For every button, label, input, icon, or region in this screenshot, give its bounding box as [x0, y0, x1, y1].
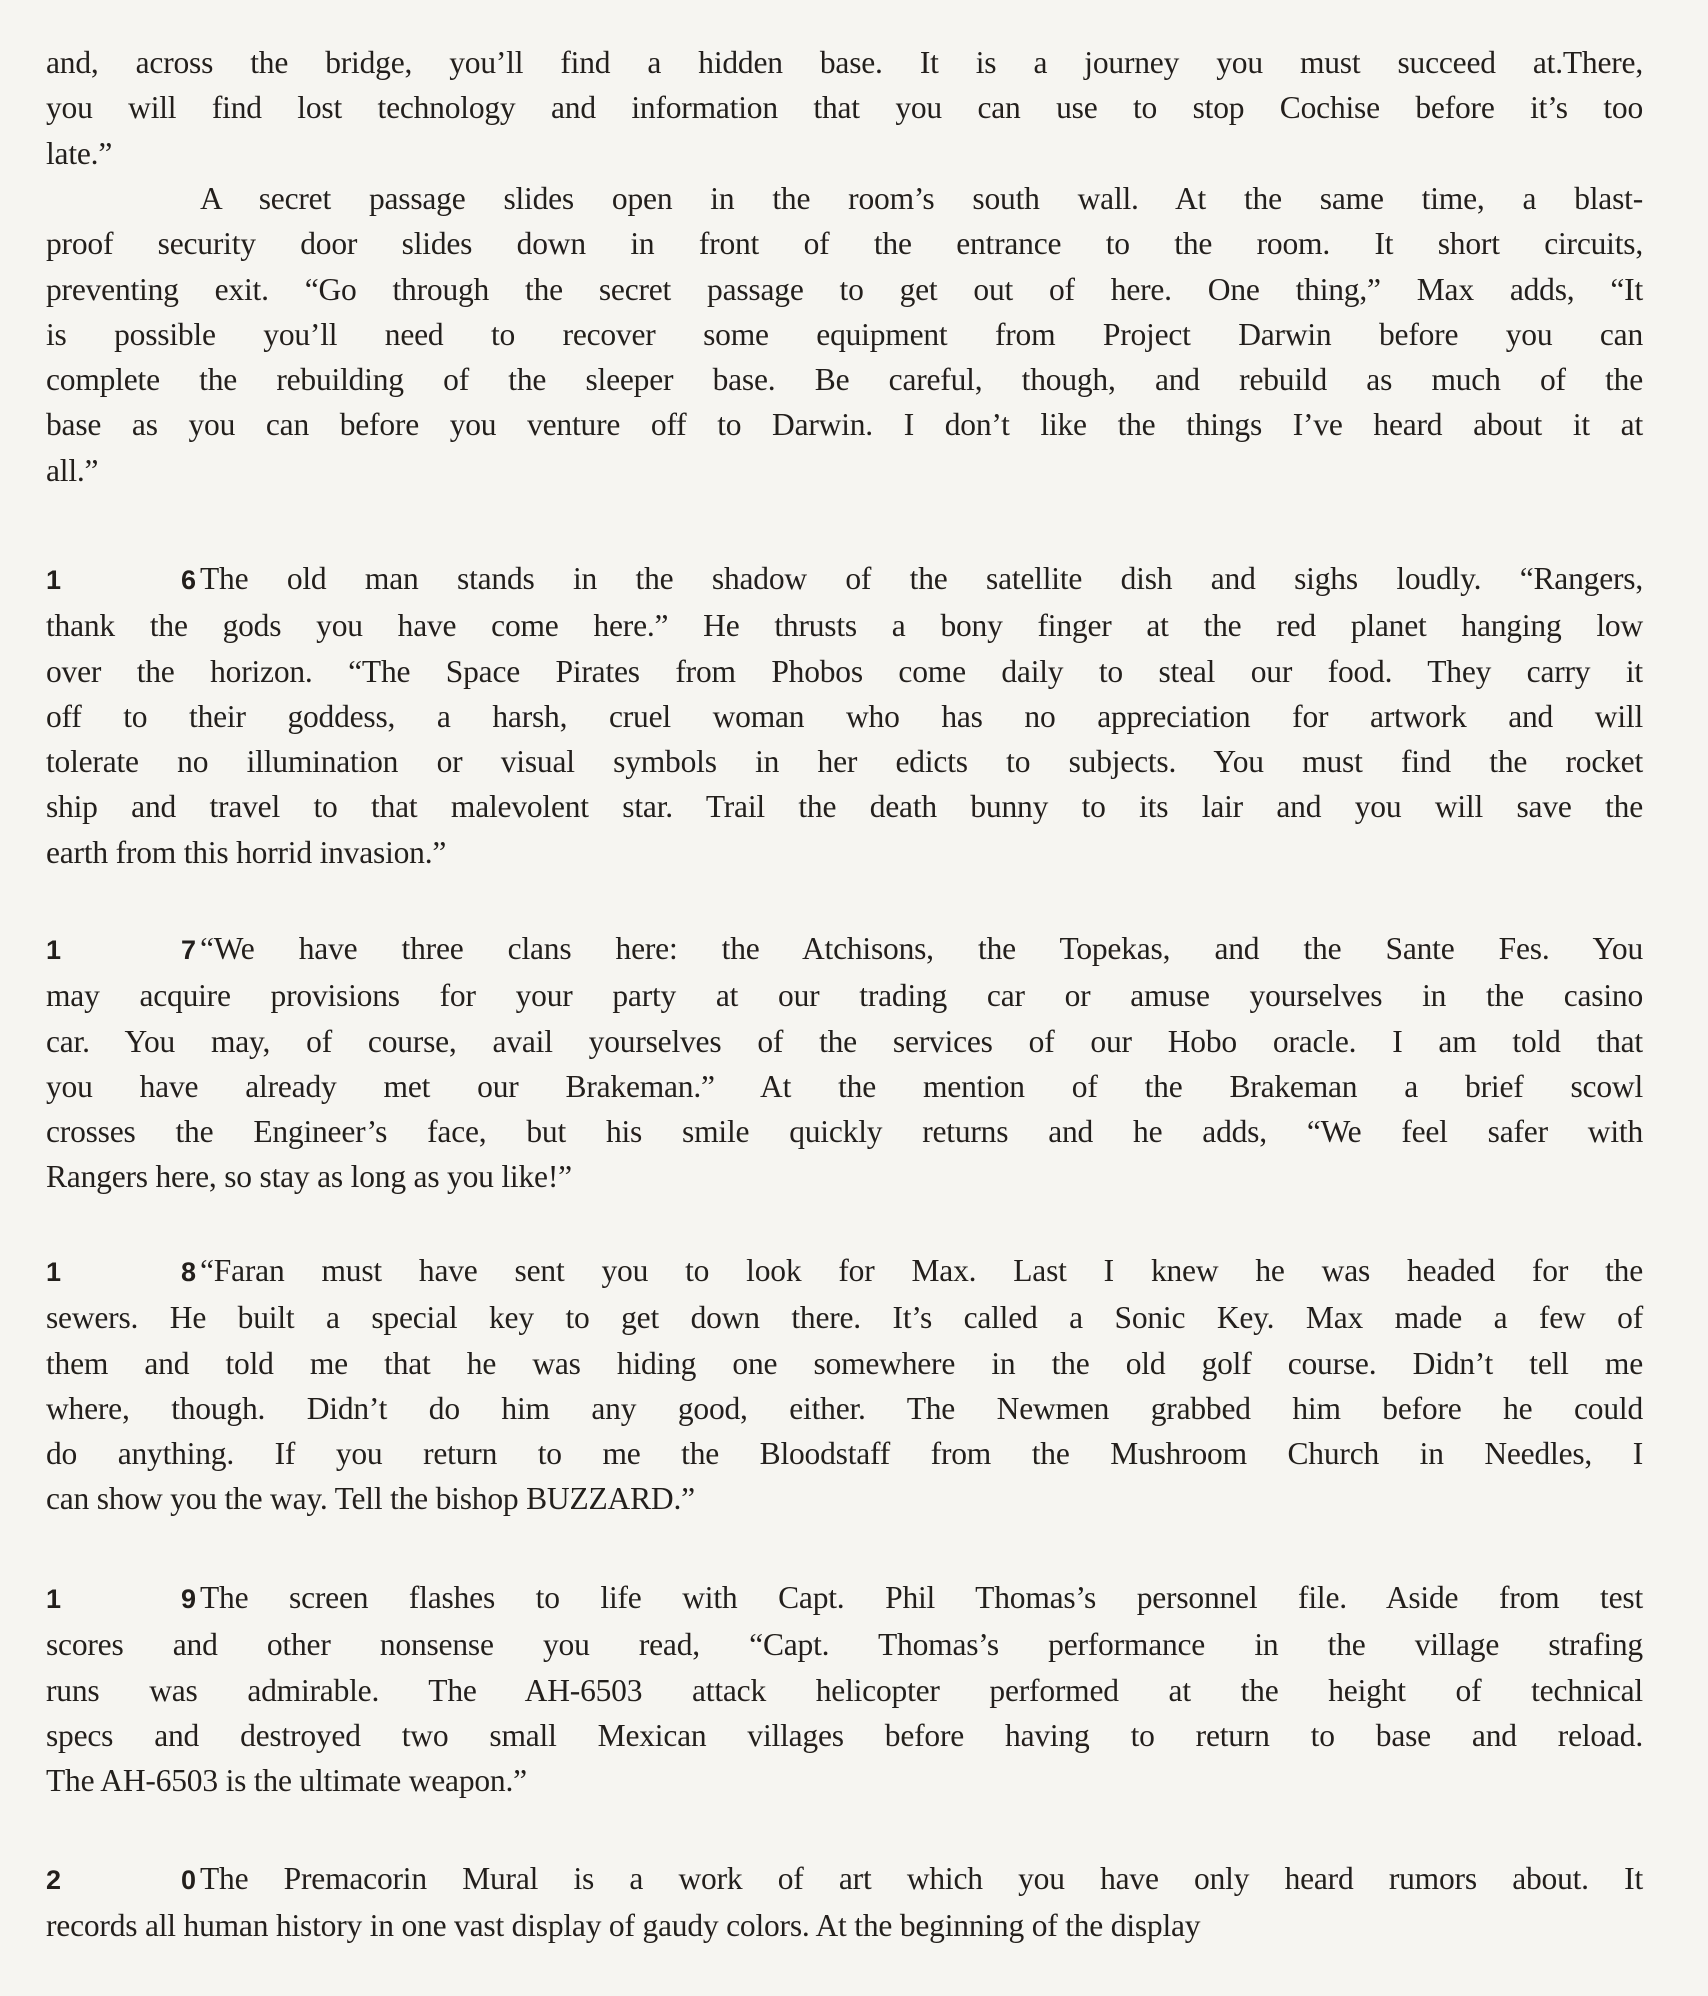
text-line	[46, 1154, 1643, 1199]
paragraph-number: 1 9	[46, 1584, 200, 1614]
line-text: proof security door slides down in front of the entrance to the room. It short circuits,	[46, 226, 1643, 262]
paragraph-17	[46, 926, 1643, 1200]
text-line	[46, 312, 1643, 357]
text-line	[46, 1341, 1643, 1386]
paragraph-number: 1 6	[46, 565, 200, 595]
text-line	[46, 221, 1643, 266]
line-text: “We have three clans here: the Atchisons, the Topekas, and the Sante Fes. You	[200, 931, 1643, 966]
line-text: A secret passage slides open in the room’s south wall. At the same time, a blast-	[200, 181, 1643, 216]
paragraph-number: 2 0	[46, 1865, 200, 1895]
line-text: you will find lost technology and information that you can use to stop Cochise before it’s too	[46, 90, 1643, 126]
paragraph-number: 1 7	[46, 935, 200, 965]
paragraph-19	[46, 1575, 1643, 1803]
paragraph-number: 1 8	[46, 1257, 200, 1287]
text-line	[46, 694, 1643, 739]
text-line	[46, 176, 1643, 221]
text-line	[46, 1386, 1643, 1431]
line-text: The Premacorin Mural is a work of art which you have only heard rumors about. It	[200, 1861, 1643, 1896]
line-text: ship and travel to that malevolent star. Trail the death bunny to its lair and you will save the	[46, 789, 1643, 825]
line-text: specs and destroyed two small Mexican villages before having to return to base and reload.	[46, 1717, 1643, 1753]
line-text: complete the rebuilding of the sleeper base. Be careful, though, and rebuild as much of the	[46, 362, 1643, 398]
line-text: may acquire provisions for your party at our trading car or amuse yourselves in the casino	[46, 978, 1643, 1014]
line-text: The screen flashes to life with Capt. Phil Thomas’s personnel file. Aside from test	[200, 1580, 1643, 1615]
text-line	[46, 448, 1643, 493]
text-line	[46, 649, 1643, 694]
line-text: The old man stands in the shadow of the satellite dish and sighs loudly. “Rangers,	[200, 561, 1643, 596]
text-line	[46, 357, 1643, 402]
line-text: over the horizon. “The Space Pirates from Phobos come daily to steal our food. They carry it	[46, 653, 1643, 689]
line-text: all.”	[46, 452, 99, 488]
text-line	[46, 1019, 1643, 1064]
line-text: runs was admirable. The AH-6503 attack helicopter performed at the height of technical	[46, 1672, 1643, 1708]
line-text: The AH-6503 is the ultimate weapon.”	[46, 1763, 527, 1799]
paragraph-continuation	[46, 40, 1643, 176]
text-line	[46, 1622, 1643, 1667]
text-line	[46, 1575, 1643, 1622]
line-text: Rangers here, so stay as long as you like!”	[46, 1159, 572, 1195]
text-line	[46, 402, 1643, 447]
text-line	[46, 267, 1643, 312]
line-text: you have already met our Brakeman.” At the mention of the Brakeman a brief scowl	[46, 1068, 1643, 1104]
line-text: scores and other nonsense you read, “Capt. Thomas’s performance in the village strafing	[46, 1627, 1643, 1663]
text-line	[46, 85, 1643, 130]
text-line	[46, 603, 1643, 648]
line-text: car. You may, of course, avail yourselves of the services of our Hobo oracle. I am told that	[46, 1023, 1643, 1059]
text-line	[46, 556, 1643, 603]
line-text: thank the gods you have come here.” He thrusts a bony finger at the red planet hanging low	[46, 608, 1643, 644]
line-text: them and told me that he was hiding one somewhere in the old golf course. Didn’t tell me	[46, 1345, 1643, 1381]
line-text: where, though. Didn’t do him any good, either. The Newmen grabbed him before he could	[46, 1390, 1643, 1426]
paragraph-secret-passage	[46, 176, 1643, 493]
line-text: is possible you’ll need to recover some equipment from Project Darwin before you can	[46, 316, 1643, 352]
text-line	[46, 1295, 1643, 1340]
text-line	[46, 926, 1643, 973]
line-text: off to their goddess, a harsh, cruel woman who has no appreciation for artwork and will	[46, 698, 1643, 734]
text-line	[46, 1109, 1643, 1154]
line-text: records all human history in one vast display of gaudy colors. At the beginning of the display	[46, 1908, 1201, 1944]
text-line	[46, 1248, 1643, 1295]
line-text: “Faran must have sent you to look for Max. Last I knew he was headed for the	[200, 1253, 1643, 1288]
text-line	[46, 1758, 1643, 1803]
paragraph-18	[46, 1248, 1643, 1522]
line-text: sewers. He built a special key to get down there. It’s called a Sonic Key. Max made a few of	[46, 1300, 1643, 1336]
text-line	[46, 1856, 1643, 1903]
line-text: crosses the Engineer’s face, but his smile quickly returns and he adds, “We feel safer with	[46, 1114, 1643, 1150]
line-text: preventing exit. “Go through the secret passage to get out of here. One thing,” Max adds, “It	[46, 271, 1643, 307]
text-line	[46, 973, 1643, 1018]
line-text: base as you can before you venture off to Darwin. I don’t like the things I’ve heard about it at	[46, 407, 1643, 443]
line-text: do anything. If you return to me the Bloodstaff from the Mushroom Church in Needles, I	[46, 1436, 1643, 1472]
line-text: can show you the way. Tell the bishop BUZZARD.”	[46, 1481, 695, 1517]
text-line	[46, 1903, 1643, 1948]
text-line	[46, 830, 1643, 875]
line-text: earth from this horrid invasion.”	[46, 834, 447, 870]
paragraph-20	[46, 1856, 1643, 1949]
line-text: late.”	[46, 135, 113, 171]
line-text: and, across the bridge, you’ll find a hidden base. It is a journey you must succeed at.There,	[46, 45, 1643, 80]
text-line	[46, 1064, 1643, 1109]
text-line	[46, 1713, 1643, 1758]
text-line	[46, 739, 1643, 784]
text-line	[46, 131, 1643, 176]
text-line	[46, 1431, 1643, 1476]
text-line	[46, 40, 1643, 85]
paragraph-16	[46, 556, 1643, 875]
text-line	[46, 784, 1643, 829]
text-line	[46, 1476, 1643, 1521]
line-text: tolerate no illumination or visual symbols in her edicts to subjects. You must find the rocket	[46, 744, 1643, 780]
text-line	[46, 1668, 1643, 1713]
